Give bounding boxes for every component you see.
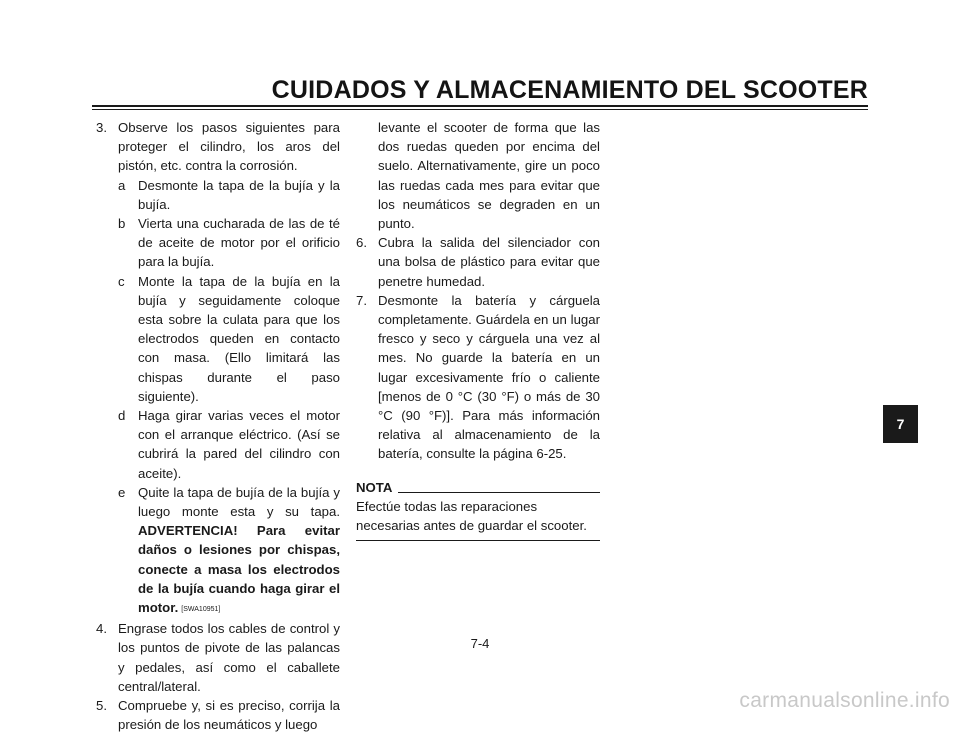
subitem-c <box>118 272 340 406</box>
subitem-letter: e <box>118 484 126 500</box>
item-text: Desmonte la batería y cárguela completamente. Guárdela en un lugar fresco y seco y cárguela una vez al mes. No guarde la batería en un lugar excesivamente frío o caliente [menos de 0 °C (30 °F) o más de 30 °C (90 °F)]. Para más información relativa al almacenamiento de la batería, consulte la página 6-25. <box>378 292 600 462</box>
item-number: 3. <box>96 120 107 135</box>
warning-text: ADVERTENCIA! Para evitar daños o lesiones por chispas, conecte a masa los electrodos de la bujía cuando haga girar el motor. <box>138 523 340 616</box>
note-label: NOTA <box>356 479 393 495</box>
item-text: Cubra la salida del silenciador con una bolsa de plástico para evitar que penetre humedad. <box>378 235 600 289</box>
subitem-text: Quite la tapa de bujía de la bujía y luego monte esta y su tapa. <box>138 484 340 520</box>
subitem-letter: b <box>118 216 126 232</box>
item-number: 5. <box>96 698 107 714</box>
right-column <box>356 118 600 541</box>
subitem-a <box>118 176 340 214</box>
subitem-letter: c <box>118 273 125 289</box>
list-item-5 <box>96 696 340 734</box>
item-number: 6. <box>356 235 367 251</box>
list-item-5-continued: levante el scooter de forma que las dos ruedas queden por encima del suelo. Alternativamente, gire un poco las ruedas cada mes para evitar que los neumáticos se degraden en un punto. <box>378 120 600 232</box>
item-number: 4. <box>96 621 107 637</box>
subitem-b <box>118 214 340 272</box>
item-text: Compruebe y, si es preciso, corrija la presión de los neumáticos y luego <box>118 698 340 733</box>
item-text: Observe los pasos siguientes para proteger el cilindro, los aros del pistón, etc. contra la corrosión. <box>118 120 340 174</box>
subitem-e-content <box>138 483 340 619</box>
header-rule <box>92 105 868 110</box>
subitem-text: Desmonte la tapa de la bujía y la bujía. <box>138 177 340 212</box>
subitem-letter: d <box>118 408 126 424</box>
subitem-d <box>118 406 340 483</box>
subitem-text: Haga girar varias veces el motor con el arranque eléctrico. (Así se cubrirá la pared del cilindro con aceite). <box>138 408 340 481</box>
subitem-text: Vierta una cucharada de las de té de aceite de motor por el orificio para la bujía. <box>138 216 340 270</box>
page-title: CUIDADOS Y ALMACENAMIENTO DEL SCOOTER <box>271 76 868 104</box>
note-bottom-divider <box>356 540 600 541</box>
list-item-6 <box>356 233 600 291</box>
page-number: 7-4 <box>470 636 490 651</box>
item-number: 7. <box>356 292 367 308</box>
subitem-letter: a <box>118 177 126 193</box>
watermark: carmanualsonline.info <box>739 689 950 712</box>
note-header <box>356 478 600 497</box>
warning-code: [SWA10951] <box>181 606 221 614</box>
note-text: Efectúe todas las reparaciones necesarias antes de guardar el scooter. <box>356 498 587 534</box>
subitem-text: Monte la tapa de la bujía en la bujía y seguidamente coloque esta sobre la culata para que los electrodos queden en contacto con masa. (Ello limitará las chispas durante el paso siguiente). <box>138 273 340 404</box>
chapter-tab: 7 <box>883 405 918 443</box>
note-divider <box>398 492 600 493</box>
item-text: Engrase todos los cables de control y los puntos de pivote de las palancas y pedales, así como el caballete central/lateral. <box>118 621 340 694</box>
list-item-4 <box>96 619 340 696</box>
list-item-3 <box>96 118 340 176</box>
list-item-7 <box>356 291 600 464</box>
subitem-e <box>118 483 340 619</box>
